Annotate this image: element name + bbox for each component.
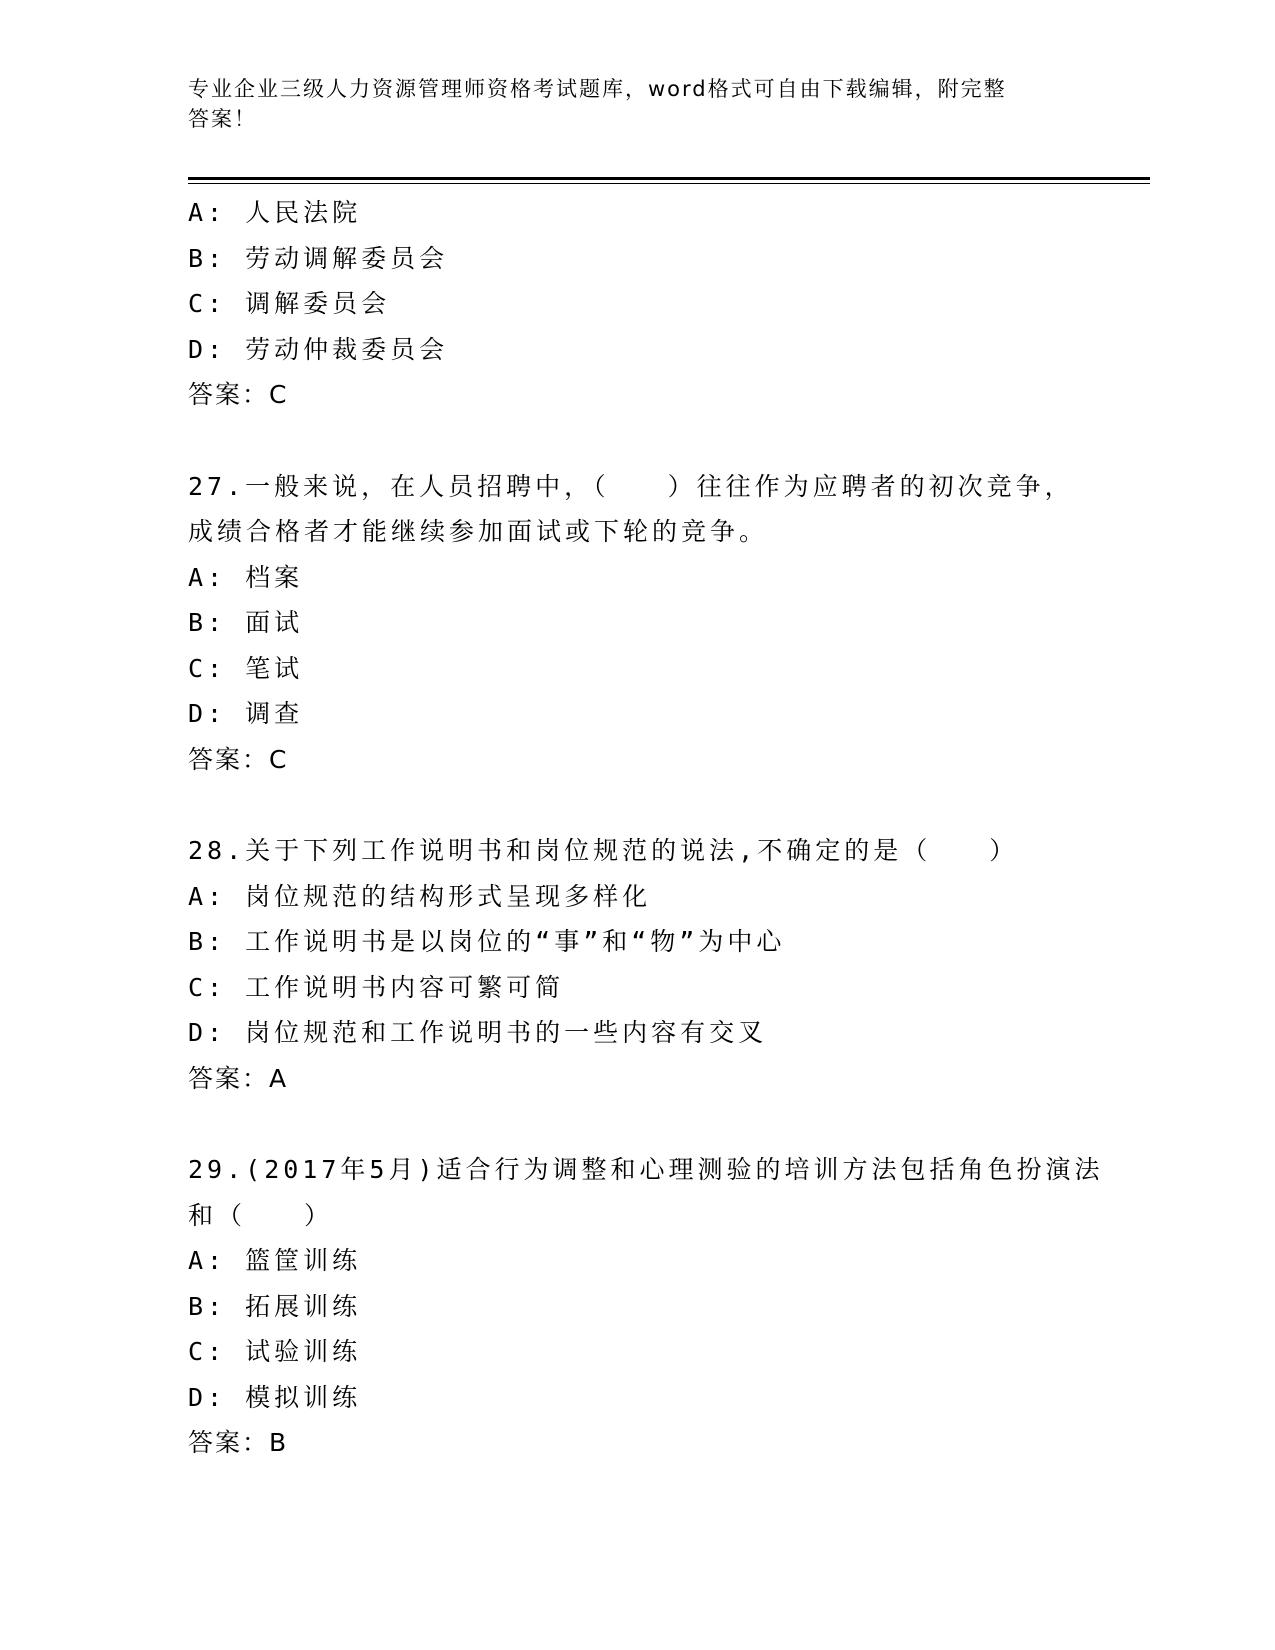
option-a: A: 档案 bbox=[188, 562, 304, 592]
option-d: D: 岗位规范和工作说明书的一些内容有交叉 bbox=[188, 1018, 768, 1047]
option-d: D: 调查 bbox=[188, 699, 304, 728]
question-28 bbox=[188, 828, 1088, 1101]
option-d: D: 模拟训练 bbox=[188, 1382, 362, 1412]
option-c: C: 试验训练 bbox=[188, 1337, 362, 1366]
question-stem-continued: 和（ ） bbox=[188, 1200, 334, 1230]
spacer bbox=[188, 1101, 1088, 1147]
question-27 bbox=[188, 464, 1088, 783]
option-b: B: 劳动调解委员会 bbox=[188, 243, 449, 273]
spacer bbox=[188, 782, 1088, 828]
document-header bbox=[188, 74, 1088, 134]
option-d: D: 劳动仲裁委员会 bbox=[188, 334, 449, 364]
spacer bbox=[188, 418, 1088, 464]
header-divider-thick bbox=[188, 177, 1150, 180]
answer-line: 答案：B bbox=[188, 1428, 289, 1457]
question-stem-continued: 成绩合格者才能继续参加面试或下轮的竞争。 bbox=[188, 517, 769, 546]
option-b: B: 面试 bbox=[188, 608, 304, 637]
answer-line: 答案：C bbox=[188, 380, 289, 409]
question-stem: 29.(2017年5月)适合行为调整和心理测验的培训方法包括角色扮演法 bbox=[188, 1155, 1104, 1184]
option-c: C: 调解委员会 bbox=[188, 289, 391, 318]
question-list bbox=[188, 190, 1104, 1466]
option-a: A: 人民法院 bbox=[188, 198, 362, 227]
answer-line: 答案：A bbox=[188, 1063, 289, 1093]
question-stem: 27.一般来说，在人员招聘中，（ ）往往作为应聘者的初次竞争， bbox=[188, 471, 1074, 501]
question-26 bbox=[188, 190, 1088, 418]
option-a: A: 岗位规范的结构形式呈现多样化 bbox=[188, 881, 652, 911]
option-c: C: 工作说明书内容可繁可简 bbox=[188, 972, 565, 1002]
question-stem: 28.关于下列工作说明书和岗位规范的说法,不确定的是（ ） bbox=[188, 836, 1019, 865]
question-29 bbox=[188, 1147, 1104, 1466]
option-b: B: 工作说明书是以岗位的“事”和“物”为中心 bbox=[188, 927, 786, 956]
option-a: A: 篮筐训练 bbox=[188, 1246, 362, 1275]
option-b: B: 拓展训练 bbox=[188, 1291, 362, 1321]
header-line-2: 答案！ bbox=[188, 107, 257, 131]
header-divider-thin bbox=[188, 183, 1150, 184]
option-c: C: 笔试 bbox=[188, 653, 304, 683]
answer-line: 答案：C bbox=[188, 744, 289, 774]
header-line-1: 专业企业三级人力资源管理师资格考试题库，word格式可自由下载编辑，附完整 bbox=[188, 77, 1007, 101]
